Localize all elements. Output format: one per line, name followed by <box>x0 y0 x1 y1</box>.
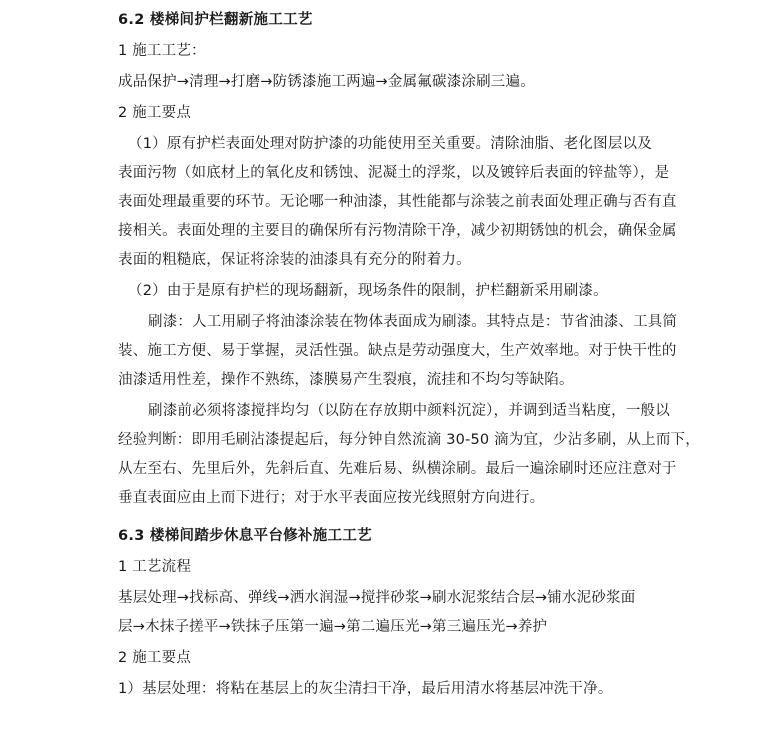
paragraph-line: 接相关。表面处理的主要目的确保所有污物清除干净，减少初期锈蚀的机会，确保金属 <box>118 223 677 239</box>
paragraph-line: 刷漆：人工用刷子将油漆涂装在物体表面成为刷漆。其特点是：节省油漆、工具简 <box>148 314 678 330</box>
paragraph-line: 表面的粗糙底，保证将涂装的油漆具有充分的附着力。 <box>118 252 471 268</box>
subheading: 1 施工工艺： <box>118 43 206 59</box>
paragraph-line: 垂直表面应由上而下进行；对于水平表面应按光线照射方向进行。 <box>118 490 545 506</box>
subheading: 1 工艺流程 <box>118 559 192 575</box>
section-heading: 6.3 楼梯间踏步休息平台修补施工工艺 <box>118 528 372 544</box>
paragraph-line: 经验判断：即用毛刷沾漆提起后，每分钟自然流滴 30-50 滴为宜，少沾多刷，从上而下， <box>118 432 700 448</box>
section-heading: 6.2 楼梯间护栏翻新施工工艺 <box>118 12 313 28</box>
paragraph-line: 基层处理→找标高、弹线→洒水润湿→搅拌砂浆→刷水泥浆结合层→铺水泥砂浆面 <box>118 590 636 606</box>
paragraph-line: 层→木抹子搓平→铁抹子压第一遍→第二遍压光→第三遍压光→养护 <box>118 619 548 635</box>
paragraph-line: 油漆适用性差，操作不熟练，漆膜易产生裂痕，流挂和不均匀等缺陷。 <box>118 372 574 388</box>
paragraph-line: 从左至右、先里后外，先斜后直、先难后易、纵横涂刷。最后一遍涂刷时还应注意对于 <box>118 461 677 477</box>
subheading: 2 施工要点 <box>118 650 192 666</box>
paragraph-line: （1）原有护栏表面处理对防护漆的功能使用至关重要。清除油脂、老化图层以及 <box>128 136 652 152</box>
paragraph-line: 表面污物（如底材上的氧化皮和锈蚀、泥凝土的浮浆，以及镀锌后表面的锌盐等），是 <box>118 165 670 181</box>
subheading: 2 施工要点 <box>118 105 192 121</box>
paragraph-line: 装、施工方便、易于掌握，灵活性强。缺点是劳动强度大，生产效率地。对于快干性的 <box>118 343 677 359</box>
process-text: 成品保护→清理→打磨→防锈漆施工两遍→金属氟碳漆涂刷三遍。 <box>118 74 535 90</box>
paragraph-line: 表面处理最重要的环节。无论哪一种油漆，其性能都与涂装之前表面处理正确与否有直 <box>118 194 677 210</box>
paragraph-line: 1）基层处理：将粘在基层上的灰尘清扫干净，最后用清水将基层冲洗干净。 <box>118 681 613 697</box>
paragraph-line: 刷漆前必须将漆搅拌均匀（以防在存放期中颜料沉淀），并调到适当粘度，一般以 <box>148 403 670 419</box>
paragraph-line: （2）由于是原有护栏的现场翻新，现场条件的限制，护栏翻新采用刷漆。 <box>128 283 608 299</box>
